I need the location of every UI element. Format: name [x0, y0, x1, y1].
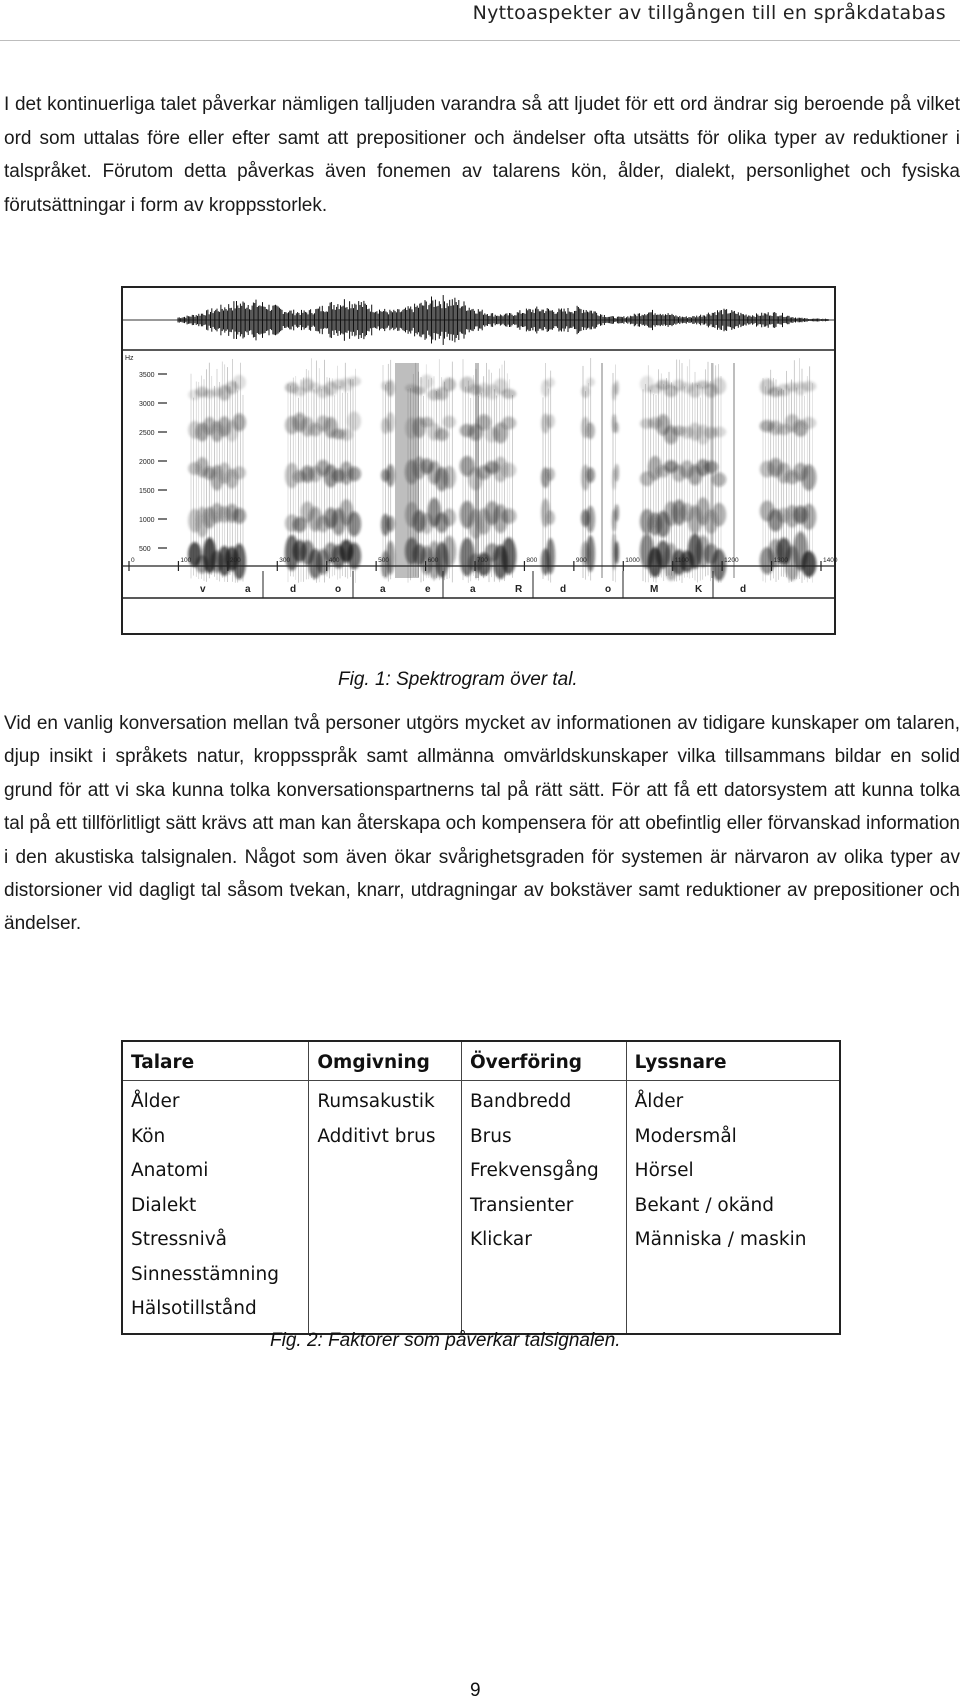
svg-text:500: 500 — [139, 546, 151, 553]
column-overforing — [461, 1081, 626, 1334]
header-cell-lyssnare: Lyssnare — [626, 1041, 840, 1081]
svg-text:200: 200 — [229, 557, 241, 564]
figure-2-caption: Fig. 2: Faktorer som påverkar talsignalen. — [270, 1330, 621, 1351]
list-item: Anatomi — [131, 1160, 209, 1181]
svg-text:500: 500 — [378, 557, 390, 564]
phoneme-label: o — [335, 584, 342, 595]
svg-text:3500: 3500 — [139, 372, 155, 379]
list-item: Additivt brus — [317, 1125, 436, 1147]
svg-text:800: 800 — [526, 557, 538, 564]
header-cell-overforing: Överföring — [461, 1041, 626, 1081]
svg-text:3000: 3000 — [139, 401, 155, 408]
paragraph-2: Vid en vanlig konversation mellan två personer utgörs mycket av informationen av tidigare kunskaper om talaren, djup insikt i språkets natur, kroppsspråk samt allmänna omvärldskunskaper vilka tillsammans bildar en solid grund för att vi ska kunna tolka konversationspartnerns tal på rätt sätt. För att få ett datorsystem att kunna tolka tal på ett tillförlitligt sätt krävs att man kan återskapa och kompensera för att obefintlig eller förvanskad information i den akustiska talsignalen. Något som även ökar svårighetsgraden för systemen är närvaron av olika typer av distorsioner vid dagligt tal såsom tvekan, knarr, utdragningar av bokstäver samt reduktioner av prepositioner och ändelser. — [4, 713, 960, 935]
list-item: Ålder — [131, 1091, 180, 1112]
svg-text:2000: 2000 — [139, 459, 155, 466]
list-item: Rumsakustik — [317, 1091, 435, 1112]
column-talare — [122, 1081, 309, 1334]
list-item: Stressnivå — [131, 1229, 228, 1250]
table-header-row — [122, 1041, 840, 1081]
svg-text:1100: 1100 — [674, 557, 689, 564]
svg-text:1500: 1500 — [139, 488, 155, 495]
svg-text:900: 900 — [575, 557, 587, 564]
list-item: Hörsel — [634, 1160, 694, 1181]
svg-text:600: 600 — [427, 557, 439, 564]
phoneme-label: v — [200, 584, 206, 595]
column-omgivning — [309, 1081, 462, 1334]
list-item: Bandbredd — [469, 1091, 572, 1112]
paragraph-1: I det kontinuerliga talet påverkar nämligen talljuden varandra så att ljudet för ett ord ändrar sig beroende på vilket ord som uttalas före eller efter samt att prepositioner och ändelser ofta utsätts för olika typer av reduktioner i talspråket. Förutom detta påverkas även fonemen av talarens kön, ålder, dialekt, personlighet och fysiska förutsättningar i form av kroppsstorlek. — [4, 94, 960, 216]
phoneme-label: d — [560, 584, 567, 595]
list-item: Sinnesstämning — [131, 1263, 279, 1285]
frequency-axis — [125, 355, 167, 553]
list-item: Klickar — [469, 1229, 532, 1250]
phoneme-label: e — [425, 584, 431, 595]
figure-1-caption: Fig. 1: Spektrogram över tal. — [338, 669, 578, 690]
phoneme-label: o — [605, 584, 612, 595]
svg-text:0: 0 — [131, 557, 135, 564]
phoneme-label: d — [740, 584, 747, 595]
phoneme-label: K — [695, 584, 703, 595]
header-cell-talare: Talare — [122, 1041, 309, 1081]
phoneme-labels — [200, 571, 746, 598]
svg-text:1000: 1000 — [625, 557, 640, 564]
phoneme-label: R — [515, 584, 523, 595]
svg-text:1300: 1300 — [773, 557, 789, 564]
header-cell-omgivning: Omgivning — [309, 1041, 462, 1081]
list-item: Dialekt — [131, 1194, 197, 1216]
column-lyssnare — [626, 1081, 840, 1334]
phoneme-label: a — [380, 584, 386, 595]
svg-text:1200: 1200 — [724, 557, 739, 564]
svg-text:400: 400 — [328, 557, 340, 564]
svg-text:Hz: Hz — [125, 355, 134, 362]
spectrogram-image — [123, 288, 838, 633]
phoneme-label: a — [470, 584, 476, 595]
list-item: Frekvensgång — [469, 1160, 599, 1181]
list-item: Transienter — [469, 1194, 574, 1216]
list-item: Bekant / okänd — [634, 1194, 774, 1216]
list-item: Människa / maskin — [634, 1229, 807, 1250]
svg-text:2500: 2500 — [139, 430, 155, 437]
waveform — [123, 295, 834, 345]
phoneme-label: a — [245, 584, 251, 595]
page-number: 9 — [470, 1680, 481, 1701]
header-rule — [0, 40, 960, 41]
svg-text:300: 300 — [279, 557, 291, 564]
list-item: Modersmål — [634, 1125, 737, 1147]
phoneme-label: M — [650, 584, 659, 595]
list-item: Brus — [469, 1125, 512, 1147]
list-item: Kön — [131, 1125, 166, 1147]
spectrogram-figure — [121, 286, 836, 635]
list-item: Ålder — [634, 1091, 684, 1112]
svg-text:700: 700 — [477, 557, 488, 564]
svg-text:1400: 1400 — [823, 557, 838, 564]
running-header: Nyttoaspekter av tillgången till en språkdatabas — [472, 2, 946, 24]
phoneme-label: d — [290, 584, 297, 595]
list-item: Hälsotillstånd — [131, 1298, 257, 1319]
svg-text:100: 100 — [180, 557, 192, 564]
table-row — [122, 1081, 840, 1334]
svg-text:1000: 1000 — [139, 517, 155, 524]
factors-table — [121, 1040, 841, 1335]
